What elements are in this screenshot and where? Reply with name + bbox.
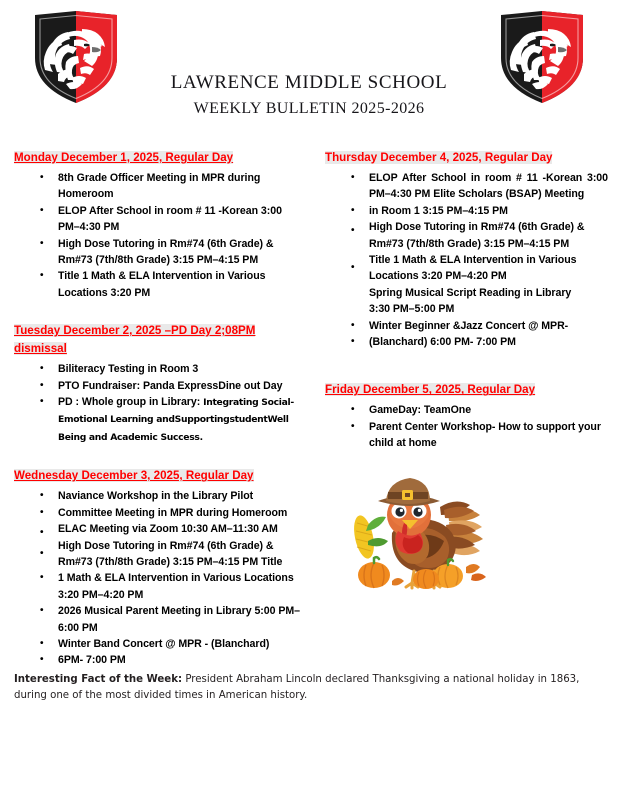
list-item-text: Title 1 Math & ELA Intervention in Various Locations 3:20 PM–4:20 PM <box>369 254 577 283</box>
bullet-icon: • <box>351 172 355 183</box>
list-item-pd <box>14 394 304 446</box>
wednesday-items <box>14 488 304 668</box>
spacer <box>325 350 608 380</box>
thursday-items <box>325 170 608 350</box>
list-item <box>14 570 304 603</box>
bullet-icon: • <box>351 262 355 274</box>
fact-label: Interesting Fact of the Week: <box>14 674 183 685</box>
monday-heading-wrap <box>14 148 304 166</box>
bullet-icon: • <box>351 225 355 237</box>
list-item-text: Winter Beginner &Jazz Concert @ MPR- <box>369 319 569 332</box>
bullet-icon: • <box>40 204 44 216</box>
spacer <box>14 446 304 466</box>
list-item-text: (Blanchard) 6:00 PM- 7:00 PM <box>369 336 516 349</box>
list-item-text: 3:30 PM–5:00 PM <box>369 303 455 316</box>
list-item <box>325 252 608 285</box>
list-item <box>14 636 304 652</box>
list-item-text: ELAC Meeting via Zoom 10:30 AM–11:30 AM <box>58 523 278 536</box>
list-item-text: PTO Fundraiser: Panda ExpressDine out Day <box>58 379 283 392</box>
bullet-icon: • <box>40 506 44 518</box>
fact-text: President Abraham Lincoln declared Thanksgiving a national holiday in 1863, during one of the most divided times in American history. <box>14 674 580 701</box>
list-item-text: ELOP After School in room # 11 -Korean 3:00 PM–4:30 PM <box>58 204 282 234</box>
monday-items <box>14 170 304 301</box>
bulletin-subtitle: WEEKLY BULLETIN 2025-2026 <box>193 100 425 117</box>
bullet-icon: • <box>40 547 44 559</box>
list-item-text: High Dose Tutoring in Rm#74 (6th Grade) & Rm#73 (7th/8th Grade) 3:15 PM–4:15 PM <box>58 237 274 267</box>
list-item-text: 6PM- 7:00 PM <box>58 654 126 667</box>
list-item <box>14 203 304 236</box>
bullet-icon: • <box>351 420 355 432</box>
list-item-detail: Integrating Social-Emotional Learning andSupportingstudentWell Being and Academic Success. <box>58 397 294 443</box>
list-item-text: in Room 1 3:15 PM–4:15 PM <box>369 204 508 217</box>
list-item-text: Parent Center Workshop- How to support your child at home <box>369 420 601 450</box>
list-item-text: 2026 Musical Parent Meeting in Library 5:00 PM–6:00 PM <box>58 605 300 634</box>
bullet-icon: • <box>351 404 355 416</box>
bullet-icon: • <box>40 637 44 649</box>
list-item <box>325 285 608 301</box>
thursday-heading-wrap <box>325 148 608 166</box>
bulletin-body <box>0 148 618 667</box>
school-name: LAWRENCE MIDDLE SCHOOL <box>170 72 448 93</box>
list-item-text: PD : Whole group in Library: <box>58 396 204 409</box>
day-section-thursday <box>325 148 608 350</box>
list-item <box>14 268 304 301</box>
list-item <box>14 170 304 203</box>
list-item-text: Spring Musical Script Reading in Library <box>369 286 572 299</box>
bullet-icon: • <box>40 237 44 249</box>
list-item <box>14 603 304 636</box>
page-title <box>0 70 618 122</box>
list-item <box>325 203 608 219</box>
list-item-text: Biliteracy Testing in Room 3 <box>58 363 199 376</box>
list-item <box>14 538 304 571</box>
bullet-icon: • <box>40 363 44 375</box>
bullet-icon: • <box>351 336 355 348</box>
bulletin-header <box>0 0 618 140</box>
day-section-tuesday <box>14 321 304 446</box>
list-item <box>14 236 304 269</box>
list-item <box>325 419 608 452</box>
list-item-text: High Dose Tutoring in Rm#74 (6th Grade) & Rm#73 (7th/8th Grade) 3:15 PM–4:15 PM <box>369 221 585 250</box>
list-item <box>325 219 608 252</box>
list-item <box>325 301 608 317</box>
left-column <box>14 148 304 669</box>
bullet-icon: • <box>40 527 44 539</box>
thursday-heading: Thursday December 4, 2025, Regular Day <box>325 151 553 164</box>
friday-heading: Friday December 5, 2025, Regular Day <box>325 383 536 397</box>
list-item <box>325 402 608 418</box>
friday-heading-wrap <box>325 380 608 398</box>
list-item <box>325 170 608 203</box>
monday-heading: Monday December 1, 2025, Regular Day <box>14 151 234 164</box>
friday-items <box>325 402 608 451</box>
list-item-text: 8th Grade Officer Meeting in MPR during Homeroom <box>58 172 261 201</box>
list-item-text: 1 Math & ELA Intervention in Various Locations 3:20 PM–4:20 PM <box>58 572 294 601</box>
list-item-text: Naviance Workshop in the Library Pilot <box>58 490 254 503</box>
list-item <box>14 361 304 377</box>
bullet-icon: • <box>40 490 44 502</box>
bullet-icon: • <box>40 379 44 391</box>
list-item <box>14 378 304 394</box>
wednesday-heading: Wednesday December 3, 2025, Regular Day <box>14 469 254 483</box>
list-item-text: Title 1 Math & ELA Intervention in Various Locations 3:20 PM <box>58 270 266 299</box>
bullet-icon: • <box>40 172 44 183</box>
day-section-wednesday <box>14 466 304 668</box>
bullet-icon: • <box>351 204 355 216</box>
tuesday-heading: Tuesday December 2, 2025 –PD Day 2;08PM dismissal <box>14 324 256 356</box>
tuesday-items <box>14 361 304 446</box>
bullet-icon: • <box>351 319 355 331</box>
right-column <box>325 148 608 452</box>
list-item <box>325 334 608 350</box>
tuesday-heading-wrap <box>14 321 304 357</box>
list-item-text: ELOP After School in room # 11 -Korean 3:00 PM–4:30 PM Elite Scholars (BSAP) Meeting <box>369 172 608 201</box>
spacer <box>14 301 304 321</box>
list-item-text: GameDay: TeamOne <box>369 404 472 417</box>
list-item <box>14 652 304 668</box>
day-section-friday <box>325 380 608 451</box>
list-item-text: High Dose Tutoring in Rm#74 (6th Grade) & Rm#73 (7th/8th Grade) 3:15 PM–4:15 PM Title <box>58 539 283 568</box>
bullet-icon: • <box>40 654 44 666</box>
list-item-text: Winter Band Concert @ MPR - (Blanchard) <box>58 637 270 650</box>
wednesday-heading-wrap <box>14 466 304 484</box>
interesting-fact <box>14 672 594 704</box>
bullet-icon: • <box>40 396 44 408</box>
day-section-monday <box>14 148 304 301</box>
list-item-text: Committee Meeting in MPR during Homeroom <box>58 506 288 519</box>
bullet-icon: • <box>40 270 44 282</box>
list-item <box>14 488 304 504</box>
bullet-icon: • <box>40 572 44 584</box>
list-item <box>325 318 608 334</box>
list-item <box>14 505 304 521</box>
list-item <box>14 521 304 537</box>
bullet-icon: • <box>40 605 44 617</box>
thanksgiving-turkey-image <box>352 475 502 590</box>
